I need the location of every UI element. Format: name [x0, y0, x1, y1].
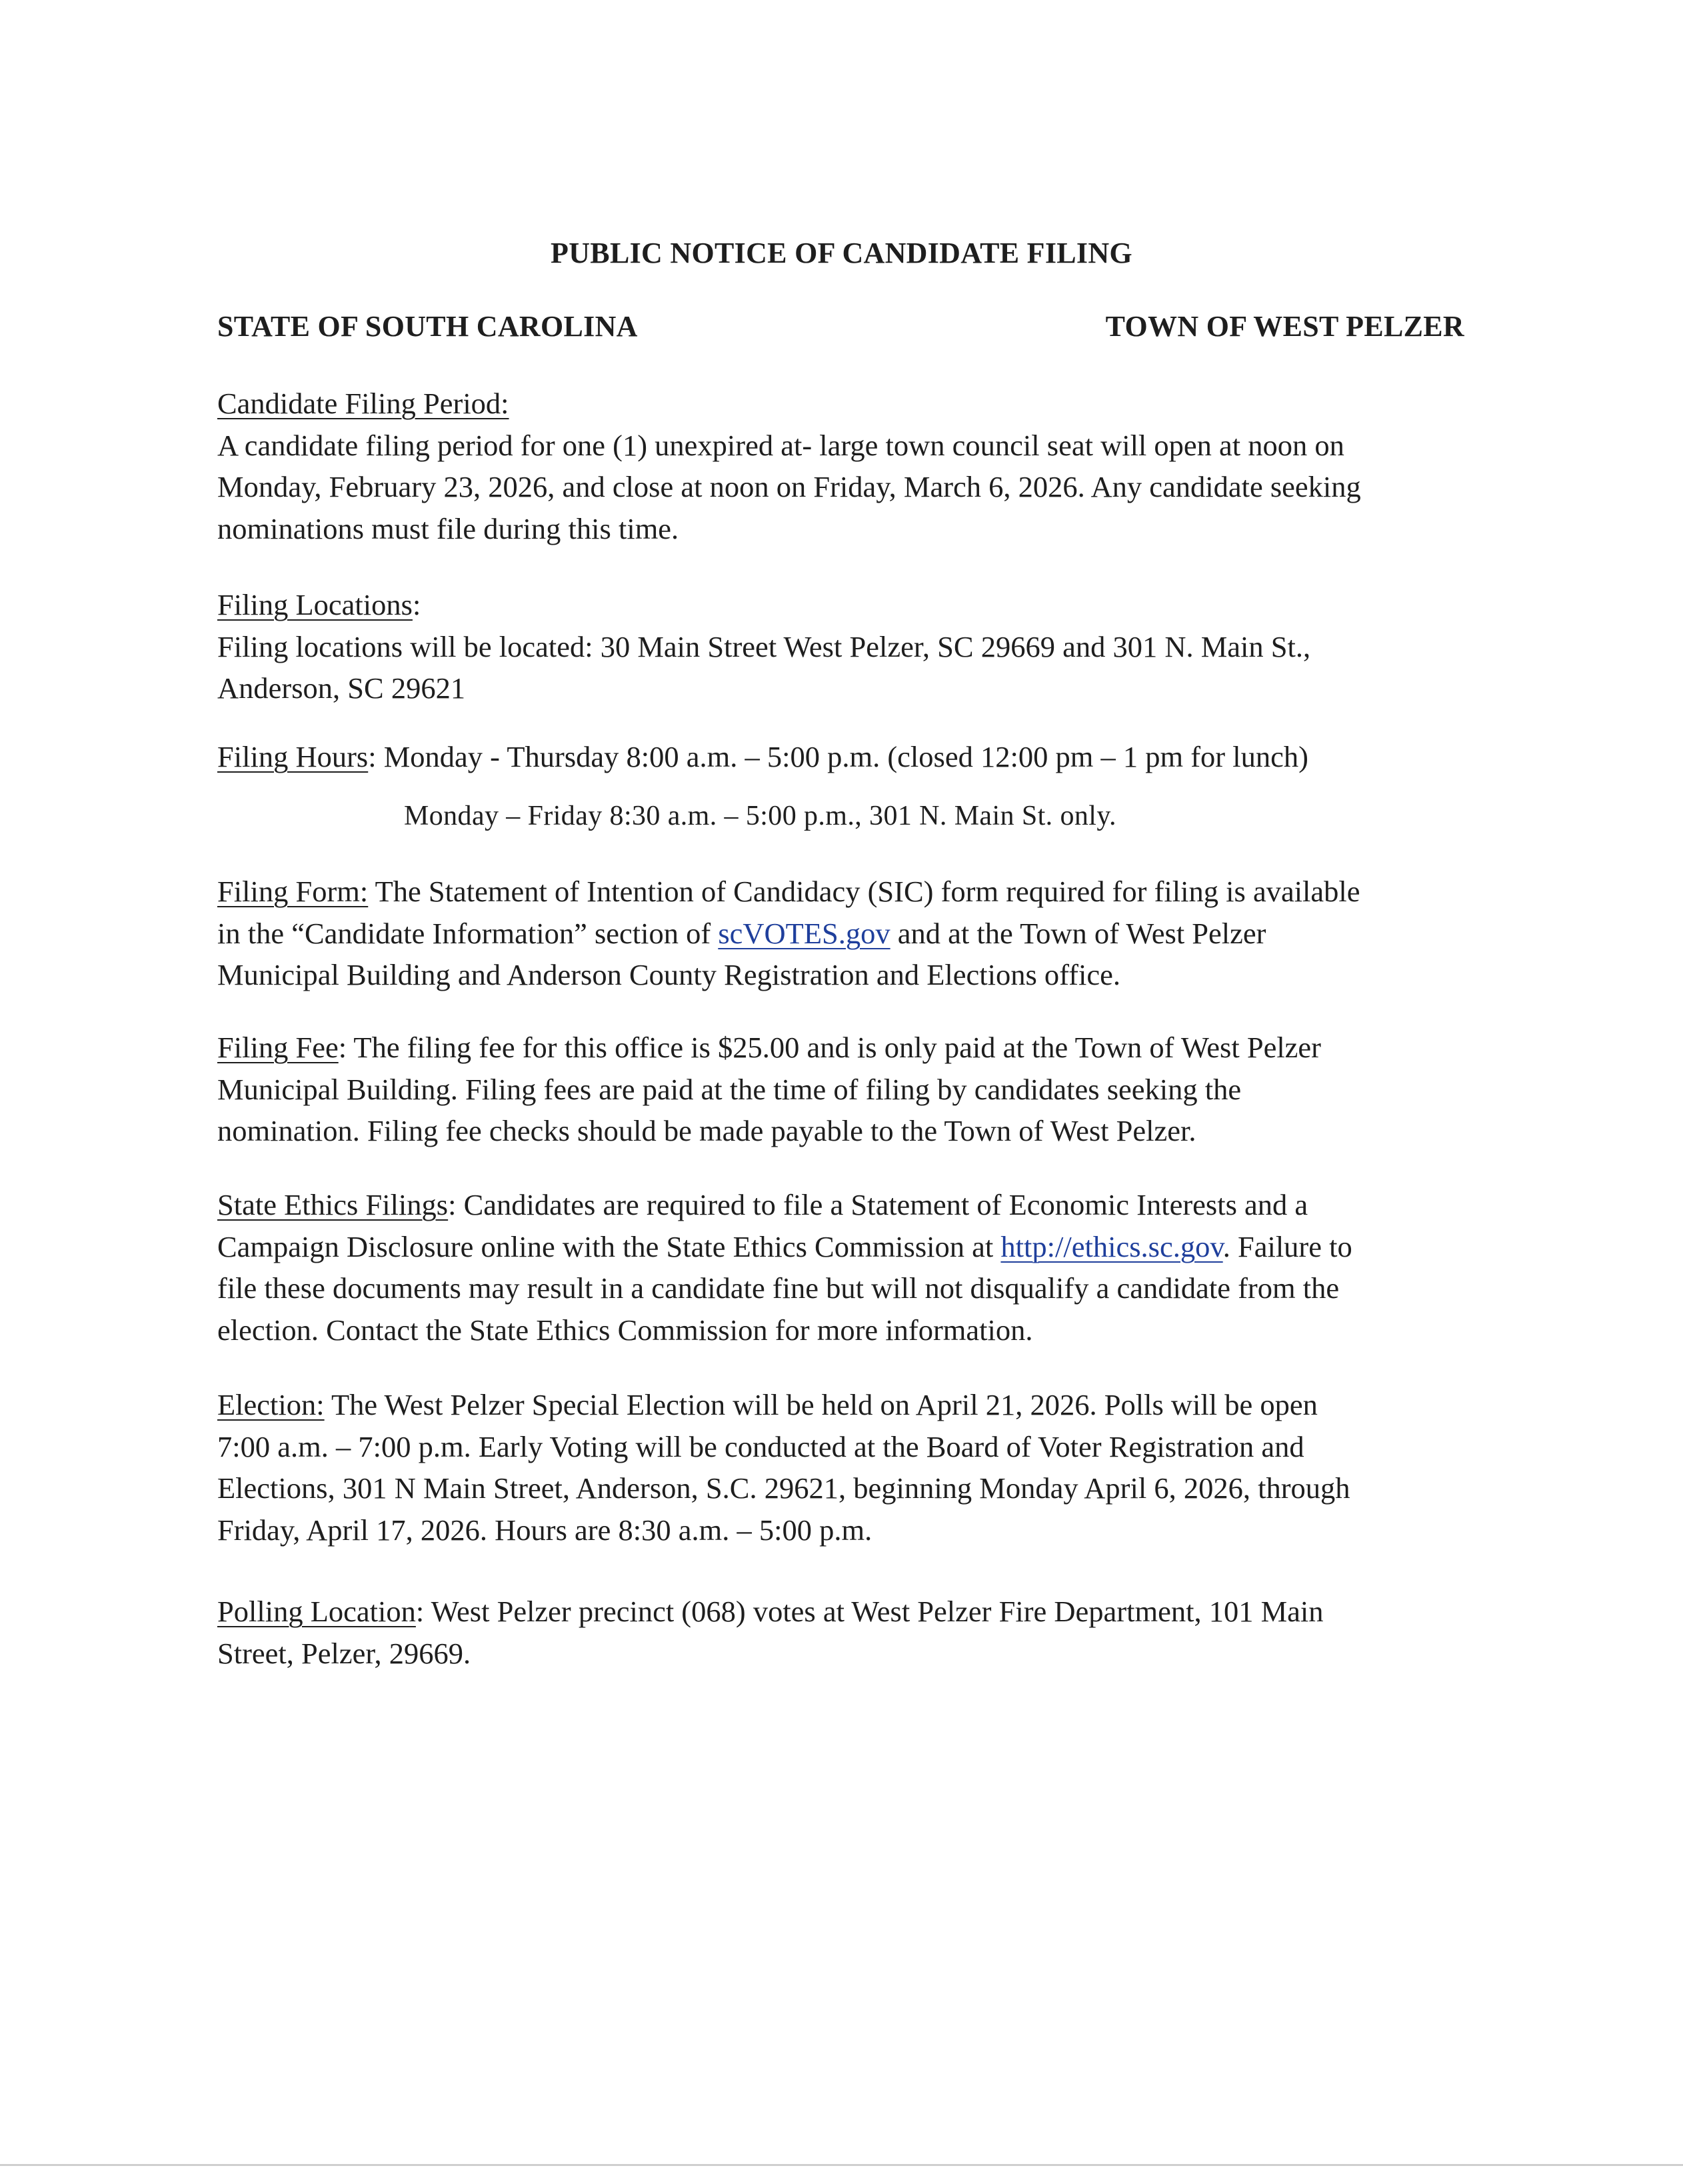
polling-heading: Polling Location [217, 1595, 416, 1628]
filing-fee-line-1: : The filing fee for this office is $25.00 and is only paid at the Town of West Pelzer [338, 1031, 1321, 1064]
filing-locations-heading: Filing Locations [217, 588, 413, 621]
filing-locations-line-2: Anderson, SC 29621 [217, 671, 466, 705]
election-heading: Election: [217, 1388, 325, 1421]
filing-form-line-2-post: and at the Town of West Pelzer [890, 916, 1266, 950]
filing-locations-line-1: Filing locations will be located: 30 Main Street West Pelzer, SC 29669 and 301 N. Main St., [217, 629, 1311, 663]
election-line-3: Elections, 301 N Main Street, Anderson, S.C. 29621, beginning Monday April 6, 2026, through [217, 1471, 1350, 1505]
document-title: PUBLIC NOTICE OF CANDIDATE FILING [551, 237, 1132, 269]
filing-locations-section [217, 584, 1469, 709]
ethics-section [217, 1184, 1469, 1351]
filing-hours-section [217, 736, 1469, 778]
state-header: STATE OF SOUTH CAROLINA [217, 310, 638, 343]
filing-form-line-3: Municipal Building and Anderson County Registration and Elections office. [217, 958, 1120, 991]
election-line-2: 7:00 a.m. – 7:00 p.m. Early Voting will be conducted at the Board of Voter Registration and [217, 1429, 1304, 1463]
ethics-line-2-post: . Failure to [1222, 1229, 1352, 1263]
filing-period-section [217, 383, 1469, 549]
town-header: TOWN OF WEST PELZER [1105, 310, 1464, 343]
filing-fee-heading: Filing Fee [217, 1031, 339, 1064]
filing-form-line-2-pre: in the “Candidate Information” section of [217, 916, 719, 950]
filing-fee-line-3: nomination. Filing fee checks should be made payable to the Town of West Pelzer. [217, 1114, 1196, 1147]
election-section [217, 1384, 1469, 1551]
filing-hours-heading: Filing Hours [217, 740, 369, 773]
polling-section [217, 1591, 1469, 1674]
ethics-line-1: : Candidates are required to file a Statement of Economic Interests and a [448, 1188, 1308, 1221]
filing-period-line-1: A candidate filing period for one (1) unexpired at- large town council seat will open at noon on [217, 428, 1344, 462]
filing-hours-line-2: Monday – Friday 8:30 a.m. – 5:00 p.m., 301 N. Main St. only. [404, 801, 1116, 831]
filing-period-line-2: Monday, February 23, 2026, and close at noon on Friday, March 6, 2026. Any candidate seeking [217, 470, 1361, 503]
polling-line-1: : West Pelzer precinct (068) votes at West Pelzer Fire Department, 101 Main [415, 1595, 1324, 1628]
ethics-line-4: election. Contact the State Ethics Commission for more information. [217, 1313, 1033, 1347]
filing-hours-line-1: : Monday - Thursday 8:00 a.m. – 5:00 p.m. (closed 12:00 pm – 1 pm for lunch) [368, 740, 1308, 773]
polling-line-2: Street, Pelzer, 29669. [217, 1636, 471, 1670]
ethics-line-3: file these documents may result in a candidate fine but will not disqualify a candidate from the [217, 1271, 1340, 1305]
scvotes-link[interactable]: scVOTES.gov [718, 916, 890, 950]
ethics-line-2-pre: Campaign Disclosure online with the State Ethics Commission at [217, 1229, 1001, 1263]
filing-fee-line-2: Municipal Building. Filing fees are paid at the time of filing by candidates seeking the [217, 1072, 1242, 1106]
filing-fee-section [217, 1027, 1469, 1152]
filing-form-section [217, 871, 1469, 996]
election-line-1: The West Pelzer Special Election will be held on April 21, 2026. Polls will be open [324, 1388, 1318, 1421]
filing-locations-colon: : [412, 588, 421, 621]
bottom-scan-edge [0, 2164, 1683, 2166]
ethics-link[interactable]: http://ethics.sc.gov [1000, 1229, 1223, 1263]
filing-period-heading: Candidate Filing Period: [217, 387, 509, 420]
filing-period-line-3: nominations must file during this time. [217, 511, 679, 545]
filing-form-line-1: The Statement of Intention of Candidacy (SIC) form required for filing is available [368, 875, 1360, 908]
filing-form-heading: Filing Form: [217, 875, 369, 908]
election-line-4: Friday, April 17, 2026. Hours are 8:30 a.m. – 5:00 p.m. [217, 1513, 872, 1547]
ethics-heading: State Ethics Filings [217, 1188, 449, 1221]
